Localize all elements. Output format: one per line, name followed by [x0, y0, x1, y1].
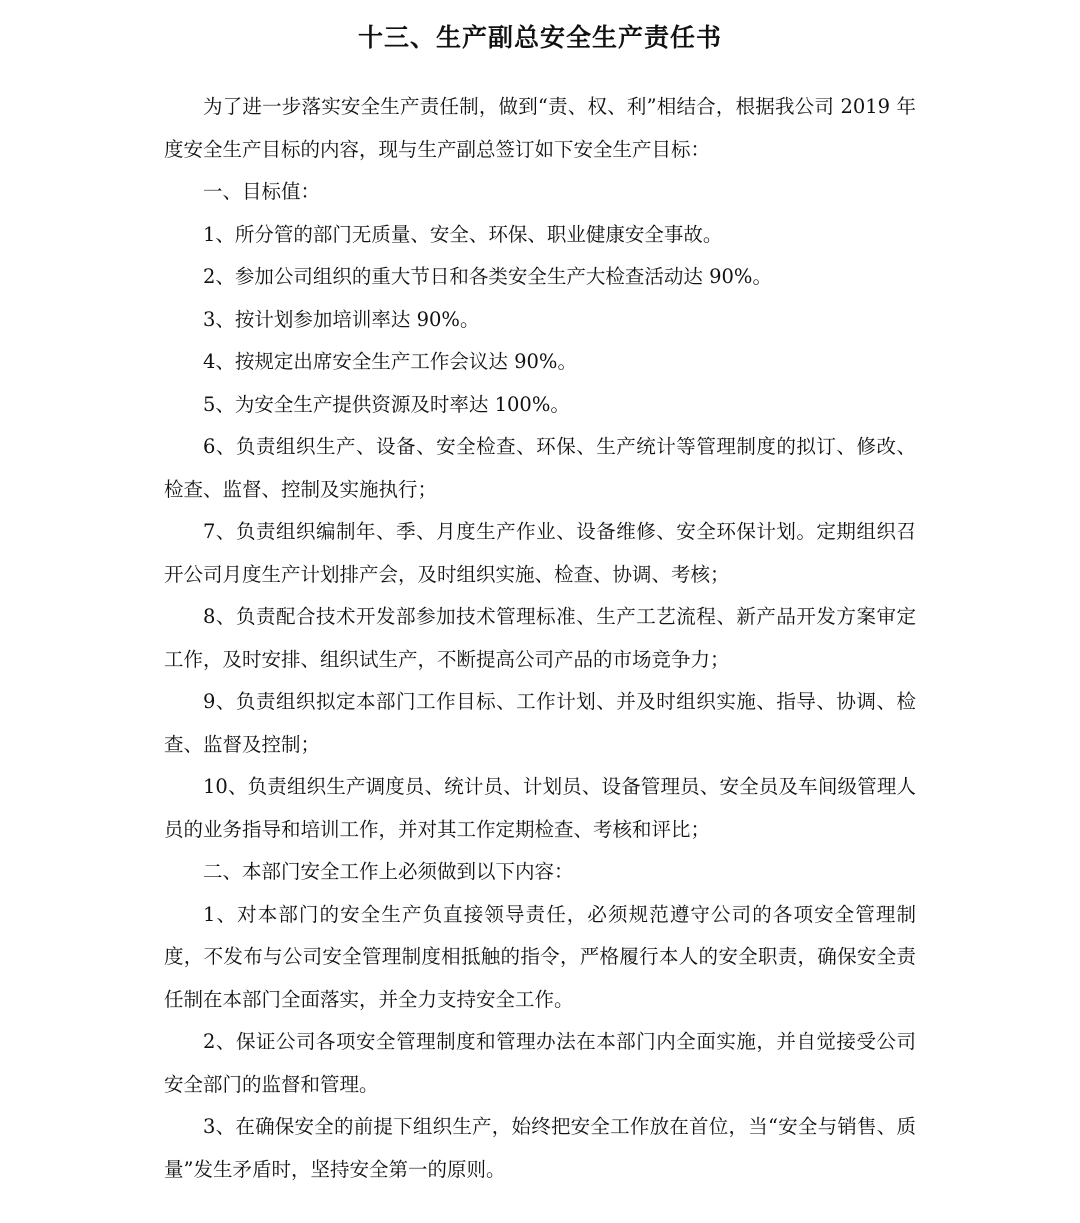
document-title: 十三、生产副总安全生产责任书 [357, 23, 722, 52]
requirement-item-3: 3、在确保安全的前提下组织生产，始终把安全工作放在首位，当“安全与销售、质量”发生矛盾时，坚持安全第一的原则。 [164, 1115, 916, 1181]
requirement-item-2: 2、保证公司各项安全管理制度和管理办法在本部门内全面实施，并自觉接受公司安全部门的监督和管理。 [164, 1030, 916, 1096]
target-item-6: 6、负责组织生产、设备、安全检查、环保、生产统计等管理制度的拟订、修改、检查、监督、控制及实施执行； [164, 435, 916, 501]
target-item-5: 5、为安全生产提供资源及时率达 100%。 [203, 392, 570, 416]
target-item-8: 8、负责配合技术开发部参加技术管理标准、生产工艺流程、新产品开发方案审定工作，及时安排、组织试生产，不断提高公司产品的市场竞争力； [164, 605, 916, 671]
target-item-3: 3、按计划参加培训率达 90%。 [203, 307, 480, 331]
target-item-2: 2、参加公司组织的重大节日和各类安全生产大检查活动达 90%。 [203, 265, 772, 288]
requirement-item-1: 1、对本部门的安全生产负直接领导责任，必须规范遵守公司的各项安全管理制度，不发布与公司安全管理制度相抵触的指令，严格履行本人的安全职责，确保安全责任制在本部门全面落实，并全力支持安全工作。 [164, 902, 916, 1011]
document-body [164, 86, 916, 1191]
intro-paragraph: 为了进一步落实安全生产责任制，做到“责、权、利”相结合，根据我公司 2019 年度安全生产目标的内容，现与生产副总签订如下安全生产目标： [164, 95, 916, 161]
target-item-9: 9、负责组织拟定本部门工作目标、工作计划、并及时组织实施、指导、协调、检查、监督及控制； [164, 690, 916, 756]
target-item-4: 4、按规定出席安全生产工作会议达 90%。 [203, 350, 577, 373]
section-heading-requirements: 二、本部门安全工作上必须做到以下内容： [203, 860, 574, 883]
target-item-7: 7、负责组织编制年、季、月度生产作业、设备维修、安全环保计划。定期组织召开公司月度生产计划排产会，及时组织实施、检查、协调、考核； [164, 520, 916, 586]
target-item-1: 1、所分管的部门无质量、安全、环保、职业健康安全事故。 [203, 222, 723, 246]
target-item-10: 10、负责组织生产调度员、统计员、计划员、设备管理员、安全员及车间级管理人员的业务指导和培训工作，并对其工作定期检查、考核和评比； [164, 775, 916, 841]
section-heading-targets: 一、目标值： [203, 180, 321, 203]
